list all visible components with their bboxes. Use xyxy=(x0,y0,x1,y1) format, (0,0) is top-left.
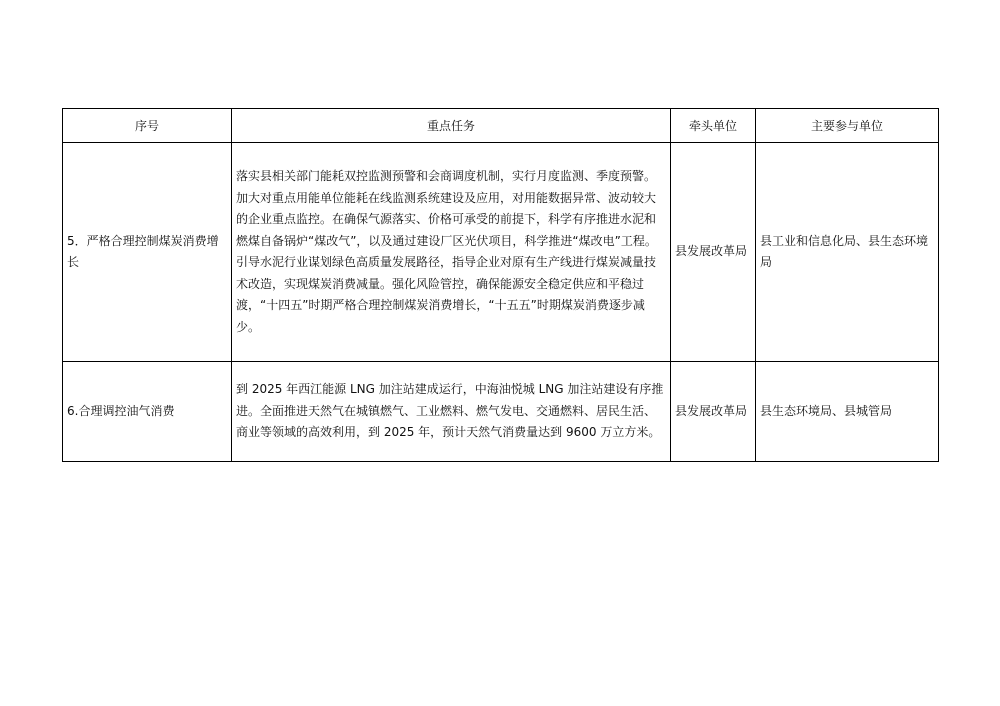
table-header-row xyxy=(63,109,939,143)
task-table xyxy=(62,108,939,462)
row-lead-unit: 县发展改革局 xyxy=(671,362,756,462)
row-task: 到 2025 年西江能源 LNG 加注站建成运行，中海油悦城 LNG 加注站建设有序推进。全面推进天然气在城镇燃气、工业燃料、燃气发电、交通燃料、居民生活、商业等领域的高效利用，到 2025 年，预计天然气消费量达到 9600 万立方米。 xyxy=(232,362,671,462)
table-row xyxy=(63,362,939,462)
header-lead-unit: 牵头单位 xyxy=(671,109,756,143)
row-participants: 县生态环境局、县城管局 xyxy=(756,362,939,462)
header-participants: 主要参与单位 xyxy=(756,109,939,143)
row-participants: 县工业和信息化局、县生态环境局 xyxy=(756,143,939,362)
row-seq: 5．严格合理控制煤炭消费增长 xyxy=(63,143,232,362)
table-row xyxy=(63,143,939,362)
row-lead-unit: 县发展改革局 xyxy=(671,143,756,362)
row-seq: 6.合理调控油气消费 xyxy=(63,362,232,462)
header-task: 重点任务 xyxy=(232,109,671,143)
header-seq: 序号 xyxy=(63,109,232,143)
row-task: 落实县相关部门能耗双控监测预警和会商调度机制，实行月度监测、季度预警。加大对重点用能单位能耗在线监测系统建设及应用，对用能数据异常、波动较大的企业重点监控。在确保气源落实、价格可承受的前提下，科学有序推进水泥和燃煤自备锅炉“煤改气”，以及通过建设厂区光伏项目，科学推进“煤改电”工程。引导水泥行业谋划绿色高质量发展路径，指导企业对原有生产线进行煤炭减量技术改造，实现煤炭消费减量。强化风险管控，确保能源安全稳定供应和平稳过渡，“十四五”时期严格合理控制煤炭消费增长，“十五五”时期煤炭消费逐步减少。 xyxy=(232,143,671,362)
